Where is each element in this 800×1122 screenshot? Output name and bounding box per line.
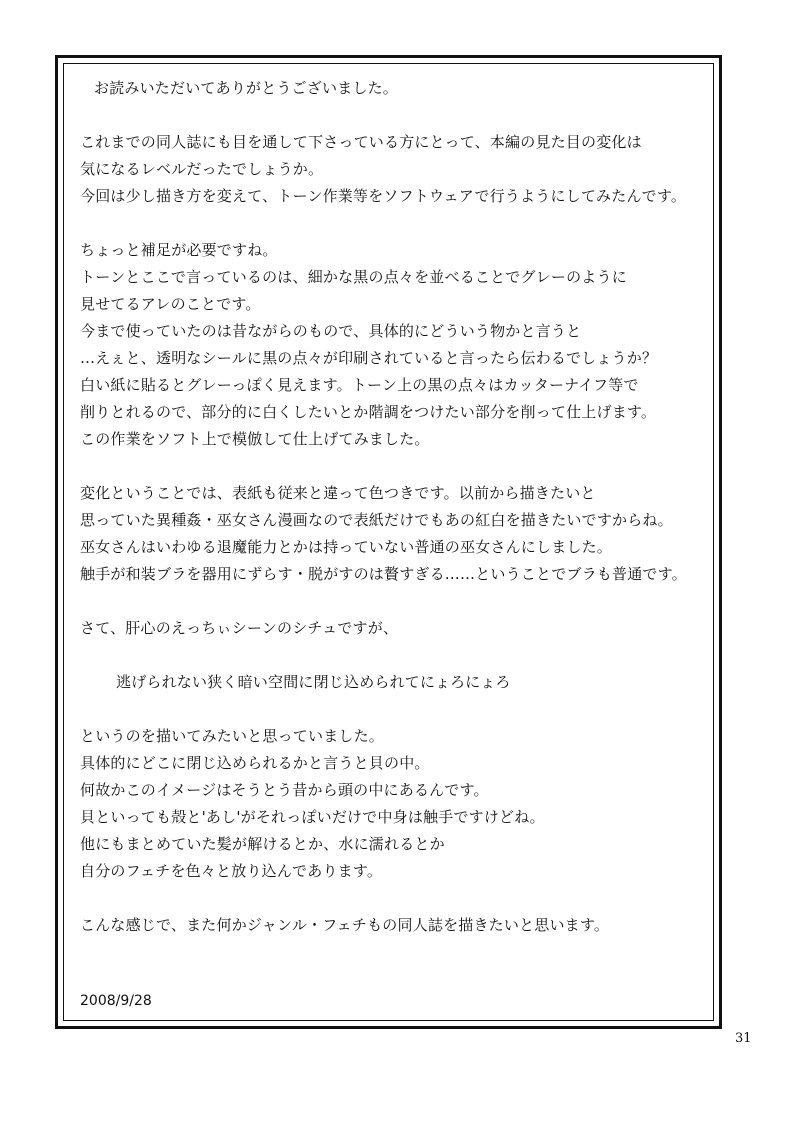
text-line: トーンとここで言っているのは、細かな黒の点々を並べることでグレーのように bbox=[80, 268, 627, 286]
text-line: これまでの同人誌にも目を通して下さっている方にとって、本編の見た目の変化は bbox=[80, 133, 642, 151]
text-line: 削りとれるので、部分的に白くしたいとか階調をつけたい部分を削って仕上げます。 bbox=[80, 403, 657, 421]
text-line: 白い紙に貼るとグレーっぽく見えます。トーン上の黒の点々はカッターナイフ等で bbox=[80, 376, 639, 394]
text-line: 今まで使っていたのは昔ながらのもので、具体的にどういう物かと言うと bbox=[80, 322, 582, 340]
text-line: 気になるレベルだったでしょうか。 bbox=[80, 160, 324, 178]
text-line: 変化ということでは、表紙も従来と違って色つきです。以前から描きたいと bbox=[80, 484, 596, 502]
text-line: 他にもまとめていた髪が解けるとか、水に濡れるとか bbox=[80, 835, 445, 853]
date: 2008/9/28 bbox=[80, 993, 152, 1009]
text-line: というのを描いてみたいと思っていました。 bbox=[80, 727, 385, 745]
text-line: さて、肝心のえっちぃシーンのシチュですが、 bbox=[80, 619, 399, 637]
text-line: この作業をソフト上で模倣して仕上げてみました。 bbox=[80, 430, 430, 448]
text-line: お読みいただいてありがとうございました。 bbox=[94, 79, 399, 97]
text-line: …えぇと、透明なシールに黒の点々が印刷されていると言ったら伝わるでしょうか？ bbox=[80, 349, 658, 367]
text-line: 何故かこのイメージはそうとう昔から頭の中にあるんです。 bbox=[80, 781, 489, 799]
text-line: 今回は少し描き方を変えて、トーン作業等をソフトウェアで行うようにしてみたんです。 bbox=[80, 187, 687, 205]
text-line: 見せてるアレのことです。 bbox=[80, 295, 261, 313]
text-line: こんな感じで、また何かジャンル・フェチもの同人誌を描きたいと思います。 bbox=[80, 916, 610, 934]
text-line: 貝といっても殻と'あし'がそれっぽいだけで中身は触手ですけどね。 bbox=[80, 808, 545, 826]
text-line: 思っていた異種姦・巫女さん漫画なので表紙だけでもあの紅白を描きたいですからね。 bbox=[80, 511, 673, 529]
text-line: 触手が和装ブラを器用にずらす・脱がすのは贅すぎる……ということでブラも普通です。 bbox=[80, 565, 687, 583]
text-line: 自分のフェチを色々と放り込んであります。 bbox=[80, 862, 383, 880]
text-line: 巫女さんはいわゆる退魔能力とかは持っていない普通の巫女さんにしました。 bbox=[80, 538, 613, 556]
page-number: 31 bbox=[735, 1031, 752, 1046]
indented-text-line: 逃げられない狭く暗い空間に閉じ込められてにょろにょろ bbox=[116, 673, 511, 691]
text-line: ちょっと補足が必要ですね。 bbox=[80, 241, 278, 259]
text-line: 具体的にどこに閉じ込められるかと言うと貝の中。 bbox=[80, 754, 430, 772]
